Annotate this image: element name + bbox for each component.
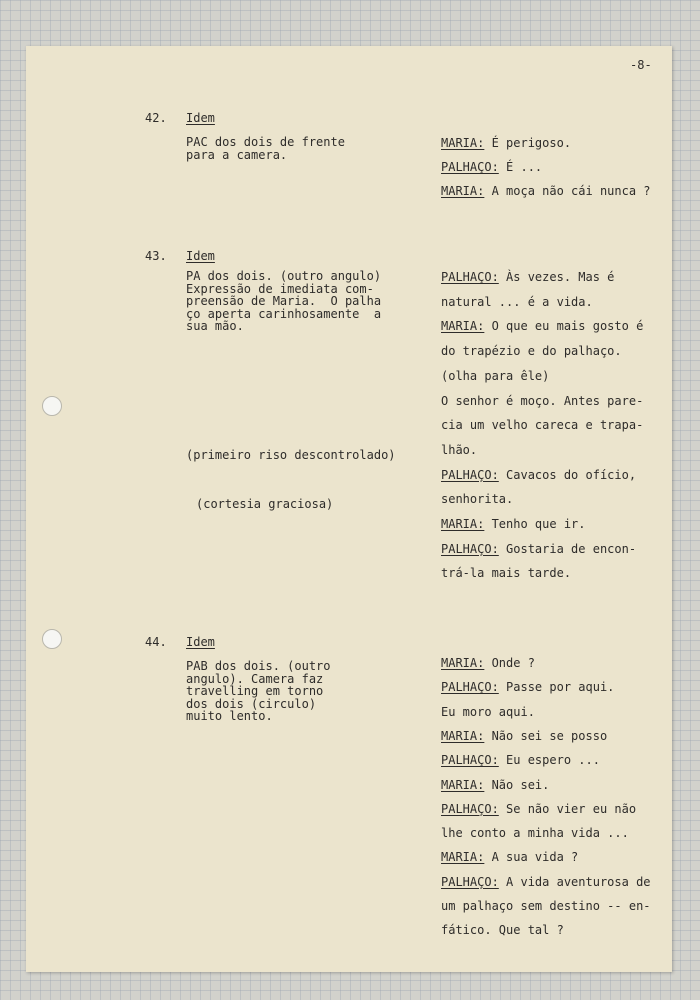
speaker-name: PALHAÇO: (441, 753, 499, 768)
dialogue-line (441, 656, 535, 670)
dialogue-line (441, 542, 636, 556)
dialogue-text: fático. Que tal ? (441, 923, 564, 938)
dialogue-line (441, 899, 651, 913)
dialogue-text: um palhaço sem destino -- en- (441, 899, 651, 913)
dialogue-text: senhorita. (441, 492, 514, 507)
dialogue-text: A sua vida ? (484, 850, 579, 865)
dialogue-line (441, 160, 542, 174)
speaker-name: MARIA: (441, 728, 485, 743)
speaker-name: PALHAÇO: (441, 160, 499, 174)
dialogue-line (441, 492, 513, 506)
dialogue-line (441, 468, 636, 482)
dialogue-text: cia um velho careca e trapa- (441, 418, 644, 433)
speaker-name: PALHAÇO: (441, 801, 499, 816)
shot-43-heading: Idem (186, 249, 215, 263)
dialogue-text: Às vezes. Mas é (498, 270, 615, 284)
shot-43-direction-laugh: (primeiro riso descontrolado) (186, 448, 396, 462)
dialogue-text: O senhor é moço. Antes pare- (441, 393, 644, 408)
dialogue-line (441, 850, 578, 864)
dialogue-text: Não sei se posso (484, 728, 608, 743)
dialogue-line (441, 270, 614, 284)
speaker-name: PALHAÇO: (441, 270, 499, 284)
speaker-name: PALHAÇO: (441, 874, 499, 889)
speaker-name: PALHAÇO: (441, 467, 499, 482)
dialogue-text: (olha para êle) (441, 368, 550, 383)
dialogue-line (441, 344, 622, 358)
dialogue-line (441, 729, 607, 743)
dialogue-text: do trapézio e do palhaço. (441, 344, 622, 359)
speaker-name: MARIA: (441, 777, 485, 792)
dialogue-line (441, 705, 535, 719)
speaker-name: MARIA: (441, 184, 485, 198)
dialogue-text: lhe conto a minha vida ... (441, 826, 629, 841)
shot-44-description: PAB dos dois. (outro angulo). Camera faz travelling em torno dos dois (circulo) muito lento. (186, 659, 331, 723)
shot-44-heading: Idem (186, 635, 215, 649)
dialogue-line (441, 826, 629, 840)
dialogue-line (441, 778, 549, 792)
dialogue-line (441, 875, 651, 889)
dialogue-line (441, 802, 636, 816)
speaker-name: MARIA: (441, 517, 485, 531)
dialogue-text: Se não vier eu não (498, 801, 637, 816)
shot-42-description: PAC dos dois de frente para a camera. (186, 135, 345, 162)
dialogue-text: É perigoso. (484, 136, 572, 150)
dialogue-text: Onde ? (484, 656, 535, 670)
dialogue-line (441, 418, 643, 432)
shot-42-number: 42. (145, 111, 167, 125)
shot-43-number: 43. (145, 249, 167, 263)
dialogue-line (441, 680, 614, 694)
dialogue-text: Eu espero ... (498, 753, 600, 768)
dialogue-text: natural ... é a vida. (441, 294, 593, 309)
speaker-name: MARIA: (441, 656, 485, 670)
dialogue-line (441, 136, 571, 150)
dialogue-line (441, 184, 651, 198)
dialogue-text: Passe por aqui. (498, 680, 615, 695)
shot-43-description: PA dos dois. (outro angulo) Expressão de imediata com- preensão de Maria. O palha ço aperta carinhosamente a sua mão. (186, 269, 382, 333)
dialogue-text: É ... (498, 160, 543, 174)
shot-43-direction-courtesy: (cortesia graciosa) (196, 497, 334, 511)
shot-44-number: 44. (145, 635, 167, 649)
dialogue-text: trá-la mais tarde. (441, 566, 572, 581)
speaker-name: PALHAÇO: (441, 541, 499, 556)
dialogue-line (441, 753, 600, 767)
dialogue-text: Cavacos do ofício, (498, 467, 637, 482)
shot-42-heading: Idem (186, 111, 215, 125)
dialogue-text: Não sei. (484, 777, 550, 792)
speaker-name: MARIA: (441, 319, 485, 334)
dialogue-line (441, 923, 564, 937)
dialogue-text: A moça não cái nunca ? (484, 184, 651, 198)
dialogue-text: Tenho que ir. (484, 517, 586, 531)
binder-hole-top (42, 396, 62, 416)
dialogue-line (441, 295, 593, 309)
speaker-name: MARIA: (441, 136, 485, 150)
dialogue-text: lhão. (441, 442, 478, 457)
binder-hole-bottom (42, 629, 62, 649)
dialogue-text: O que eu mais gosto é (484, 319, 644, 334)
dialogue-line (441, 566, 571, 580)
dialogue-text: Gostaria de encon- (498, 541, 637, 556)
page-number: -8- (630, 58, 652, 72)
dialogue-line (441, 319, 643, 333)
speaker-name: MARIA: (441, 850, 485, 865)
dialogue-line (441, 517, 586, 531)
dialogue-text: A vida aventurosa de (498, 874, 651, 889)
dialogue-line (441, 443, 477, 457)
dialogue-text: Eu moro aqui. (441, 704, 535, 719)
speaker-name: PALHAÇO: (441, 680, 499, 695)
dialogue-line (441, 394, 643, 408)
dialogue-line (441, 369, 549, 383)
